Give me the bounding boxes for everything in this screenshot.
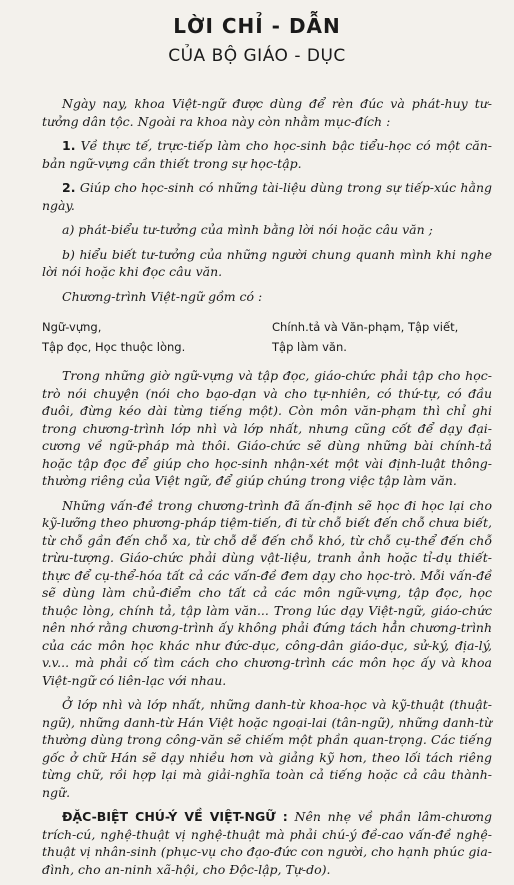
paragraph-vocabulary: Trong những giờ ngữ-vựng và tập đọc, giáo-chức phải tập cho học-trò nói chuyện (nói cho bạo-dạn và cho tự-nhiên, có thứ-tự, có đầu đuôi, đừng kéo dài từng tiếng một). Còn môn văn-phạm thì chỉ ghi trong chương-trình lớp nhì và lớp nhất, nhưng cũng cốt để dạy đại-cương về ngữ-pháp mà thôi. Giáo-chức sẽ dùng những bài chính-tả hoặc tập đọc để giúp cho học-sinh nhận-xét một vài định-luật thông-thường riêng của Việt ngữ, để giúp chúng trong việc tập làm văn. — [42, 368, 492, 488]
subject-item: Chính.tả và Văn-phạm, Tập viết, — [272, 320, 459, 334]
goal-1-text: Về thực tế, trực-tiếp làm cho học-sinh bậc tiểu-học có một căn-bản ngữ-vựng cần thiết trong sự học-tập. — [42, 138, 492, 171]
paragraph-terminology: Ở lớp nhì và lớp nhất, những danh-từ khoa-học và kỹ-thuật (thuật-ngữ), những danh-từ Hán Việt hoặc ngoại-lai (tân-ngữ), những danh-từ thường dùng trong công-văn sẽ chiếm một phần quan-trọng. Các tiếng gốc ở chữ Hán sẽ dạy nhiều hơn và giảng kỹ hơn, theo lối tách riêng từng chữ, rồi hợp lại mà giải-nghĩa toàn cả tiếng hoặc cả câu thành-ngữ. — [42, 697, 492, 800]
subject-item: Ngữ-vựng, — [42, 320, 102, 334]
goal-1-number: 1. — [62, 138, 76, 153]
special-note-label: ĐẶC-BIỆT CHÚ-Ý VỀ VIỆT-NGỮ : — [62, 809, 288, 824]
page-subtitle: CỦA BỘ GIÁO - DỤC — [168, 46, 346, 66]
paragraph-intro: Ngày nay, khoa Việt-ngữ được dùng để rèn đúc và phát-huy tư-tưởng dân tộc. Ngoài ra khoa này còn nhằm mục-đích : — [42, 96, 492, 129]
paragraph-goal-b: b) hiểu biết tư-tưởng của những người chung quanh mình khi nghe lời nói hoặc khi đọc câu văn. — [42, 246, 492, 279]
subject-item: Tập làm văn. — [272, 340, 347, 354]
paragraph-goal-2 — [42, 179, 492, 214]
paragraph-special-note — [42, 808, 492, 878]
document-body — [42, 95, 492, 885]
special-note-text: Nên nhẹ về phần lâm-chương trích-cú, nghệ-thuật vị nghệ-thuật mà phải chú-ý đề-cao vấn-đề nghệ-thuật vị nhân-sinh (phục-vụ cho đạo-đức con người, cho hạnh phúc gia-đình, cho an-ninh xã-hội, cho Độc-lập, Tự-do). — [42, 809, 492, 877]
paragraph-goal-a: a) phát-biểu tư-tưởng của mình bằng lời nói hoặc câu văn ; — [62, 222, 433, 237]
page-title: LỜI CHỈ - DẪN — [173, 14, 341, 38]
subject-list — [42, 317, 492, 357]
subject-item: Tập đọc, Học thuộc lòng. — [42, 340, 186, 354]
goal-2-number: 2. — [62, 180, 76, 195]
paragraph-goal-1 — [42, 137, 492, 172]
paragraph-method: Những vấn-đề trong chương-trình đã ấn-định sẽ học đi học lại cho kỹ-lưỡng theo phương-pháp tiệm-tiến, đi từ chỗ biết đến chỗ chưa biết, từ chỗ gần đến chỗ xa, từ chỗ dễ đến chỗ khó, từ chỗ cụ-thể đến chỗ trừu-tượng. Giáo-chức phải dùng vật-liệu, tranh ảnh hoặc tỉ-dụ thiết-thực để cụ-thể-hóa tất cả các vấn-đề đem dạy cho học-trò. Mỗi vấn-đề sẽ dùng làm chủ-điểm cho tất cả các môn ngữ-vựng, tập đọc, học thuộc lòng, chính tả, tập làm văn... Trong lúc dạy Việt-ngữ, giáo-chức nên nhớ rằng chương-trình ấy không phải đứng tách hẳn chương-trình của các môn học khác như đức-dục, công-dân giáo-dục, sử-ký, địa-lý, v.v... mà phải cố tìm cách cho chương-trình các môn học ấy và khoa Việt-ngữ có liên-lạc với nhau. — [42, 497, 492, 688]
paragraph-program-intro: Chương-trình Việt-ngữ gồm có : — [62, 288, 263, 304]
goal-2-text: Giúp cho học-sinh có những tài-liệu dùng trong sự tiếp-xúc hằng ngày. — [42, 180, 492, 213]
